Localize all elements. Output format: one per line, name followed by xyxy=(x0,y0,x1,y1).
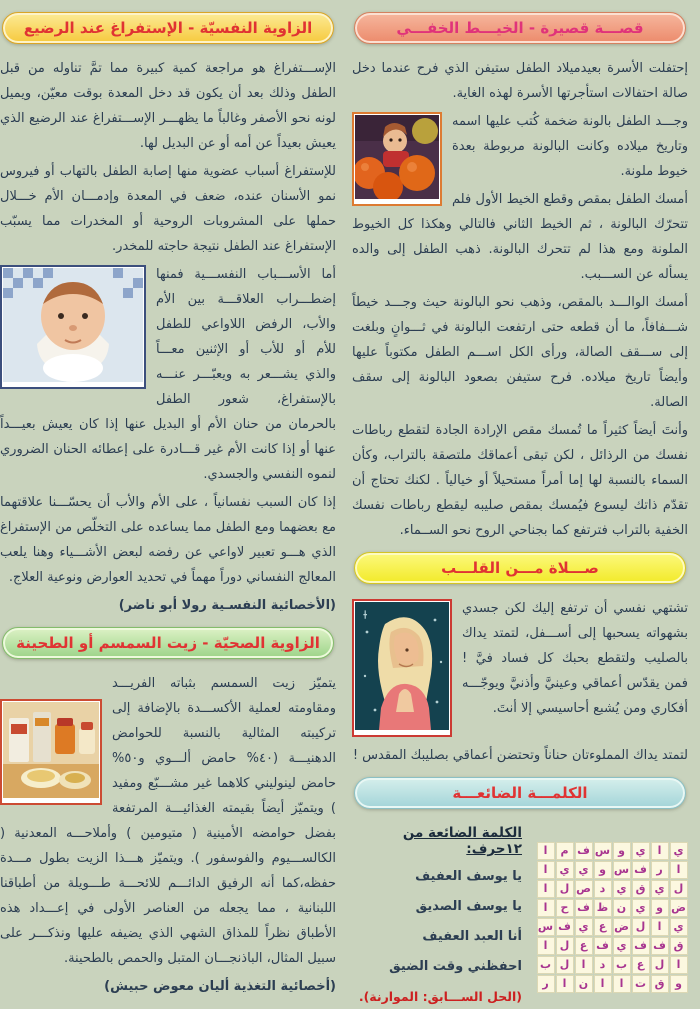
balloons-photo xyxy=(352,112,442,206)
grid-cell: ا xyxy=(575,956,593,974)
grid-cell: و xyxy=(670,975,688,993)
grid-cell: ي xyxy=(575,918,593,936)
health-author: (أخصائية التغذية أليان معوض حبيش) xyxy=(104,979,336,994)
grid-cell: ل xyxy=(632,918,650,936)
grid-row xyxy=(530,898,688,917)
grid-cell: ل xyxy=(556,956,574,974)
grid-cell: ل xyxy=(556,880,574,898)
grid-cell: ي xyxy=(632,842,650,860)
story-paragraph-1: إحتفلت الأسرة بعيدميلاد الطفل ستيفن الذي فرح عندما دخل صالة احتفالات استأجرتها الأسرة لهذه الغاية. xyxy=(352,61,688,101)
previous-solution: (الحل الســـابق: الموارنة). xyxy=(358,989,522,1004)
grid-cell: ق xyxy=(651,975,669,993)
psych-paragraph-4: إذا كان السبب نفسانياً ، على الأم والأب أن يحسّـــنا علاقتهما مع بعضهما ومع الطفل مما يساعده على التخلّص من الإستفراغ الذي هـــو تعبير لاواعي عن رفضه لبعض الأشـــياء وهنا يلعب المعالج النفساني دوراً مهماً في تحديد العوارض ونوعية العلاج. xyxy=(0,495,336,585)
grid-cell: د xyxy=(594,880,612,898)
story-paragraph-4: أمسك الوالـــد بالمقص، وذهب نحو البالونة حيث وجـــد خيطاً شـــفافاً، ما أن قطعه حتى ارتفعت البالونة في ثـــوانٍ وبلغت إلى ســـقف الصالة، ورأى الكل اســـم الطفل مكتوباً عليها وأيضاً تاريخ ميلاده. فرح ستيفن بصعود البالونة إلى سقف الصالة. xyxy=(352,295,688,410)
psych-paragraph-1: الإســـتفراغ هو مراجعة كمية كبيرة مما تمَّ تناوله من قبل الطفل وذلك بعد أن يكون قد دخل المعدة بوقت معيّن، ويميل لونه نحو الأصفر وغالباً ما يظهـــر الإســـتفراغ عند الرضيع الذي يعيش بعيداً عن أمه أو عن البديل لها. xyxy=(0,61,336,151)
grid-cell: ف xyxy=(575,899,593,917)
grid-cell: ف xyxy=(651,937,669,955)
grid-row xyxy=(530,936,688,955)
grid-cell: ا xyxy=(613,975,631,993)
grid-cell: و xyxy=(651,899,669,917)
grid-cell: ي xyxy=(556,861,574,879)
grid-cell: ل xyxy=(651,956,669,974)
grid-cell: م xyxy=(556,842,574,860)
tahini-products-photo xyxy=(0,699,102,805)
psych-section-header: الزاوية النفسيّة - الإستفراغ عند الرضيع xyxy=(2,12,334,44)
grid-cell: ن xyxy=(575,975,593,993)
grid-cell: ع xyxy=(575,937,593,955)
grid-cell: ظ xyxy=(594,899,612,917)
grid-cell: ض xyxy=(670,899,688,917)
grid-cell: ح xyxy=(556,899,574,917)
psych-paragraph-2: للإستفراغ أسباب عضوية منها إصابة الطفل بالتهاب أو فيروس نمو الأسنان عنده، ضعف في المعدة وإدمـــان الأم خـــلال حملها على المشروبات الروحية أو المخدرات مما يسبّب الإستفراغ عند الطفل نتيجة حاجته للمخدر. xyxy=(0,164,336,254)
grid-cell: د xyxy=(594,956,612,974)
grid-row xyxy=(530,841,688,860)
grid-cell: ف xyxy=(556,918,574,936)
grid-cell: ب xyxy=(613,956,631,974)
grid-cell: ي xyxy=(670,918,688,936)
grid-cell: ص xyxy=(575,880,593,898)
story-paragraph-3: أمسك الطفل بمقص وقطع الخيط الأول فلم تتحرّك البالونة ، ثم الخيط الثاني فالتالي وهكذا كل الخيوط الملونة ومع هذا لم تتحرك البالونة. ذهب الطفل إلى والده يسأله عن الســـبب. xyxy=(352,192,688,282)
puzzle-clue: يا يوسف الصديق xyxy=(415,899,522,914)
grid-cell: ا xyxy=(537,899,555,917)
grid-cell: ا xyxy=(537,842,555,860)
grid-cell: ا xyxy=(651,842,669,860)
praying-mary-art xyxy=(355,602,449,730)
grid-cell: ع xyxy=(632,956,650,974)
puzzle-clue: احفظني وقت الضيق xyxy=(389,959,522,974)
grid-cell: ف xyxy=(632,937,650,955)
prayer-paragraph-1: تشتهي نفسي أن ترتفع إليك لكن جسدي بشهواته يسحبها إلى أســـفل، لتمتد يداك بالصليب ولتقطع بحبك كل فساد فيَّ ! فمن يقدّس أعماقي وعينيَّ وأذنيَّ ويوجّـــه أفكاري ومن يُشبع أحاسيسي إلا أنتَ. xyxy=(462,601,688,716)
grid-cell: ا xyxy=(537,937,555,955)
grid-cell: ا xyxy=(594,975,612,993)
balloons-photo-art xyxy=(355,115,439,199)
grid-cell: ن xyxy=(613,899,631,917)
grid-row xyxy=(530,974,688,993)
story-section-header: قصـــة قصيرة - الخيـــط الخفـــي xyxy=(354,12,686,44)
grid-row xyxy=(530,917,688,936)
puzzle-clues xyxy=(352,821,522,1004)
grid-cell: ي xyxy=(613,937,631,955)
grid-cell: ا xyxy=(537,861,555,879)
praying-mary-image xyxy=(352,599,452,737)
grid-cell: ق xyxy=(632,880,650,898)
story-paragraph-2: وجـــد الطفل بالونة ضخمة كُتب عليها اسمه وتاريخ ميلاده وكانت البالونة مربوطة بعدة خيوط ملونة. xyxy=(452,114,688,179)
grid-cell: س xyxy=(613,861,631,879)
grid-cell: ف xyxy=(594,937,612,955)
grid-row xyxy=(530,955,688,974)
health-section-header: الزاوية الصحيّة - زيت السمسم أو الطحينة xyxy=(2,627,334,659)
right-column xyxy=(352,12,688,1004)
prayer-paragraph-2: لتمتد يداك المملوءتان حناناً وتحتضن أعماقي بصليبك المقدس ! xyxy=(352,748,688,763)
grid-cell: ض xyxy=(613,918,631,936)
grid-cell: ر xyxy=(537,975,555,993)
left-column xyxy=(0,12,336,1001)
grid-cell: و xyxy=(613,842,631,860)
tahini-products-art xyxy=(3,702,99,798)
grid-cell: ي xyxy=(670,842,688,860)
grid-row xyxy=(530,860,688,879)
grid-cell: ا xyxy=(556,975,574,993)
grid-cell: ل xyxy=(556,937,574,955)
grid-cell: س xyxy=(594,842,612,860)
grid-cell: س xyxy=(537,918,555,936)
grid-cell: ي xyxy=(632,899,650,917)
health-paragraph-1: يتميّز زيت السمسم بثباته الفريـــد ومقاومته لعملية الأكســـدة بالإضافة إلى تركيبته المثالية بالنسبة للحوامض الدهنيـــة (٤٠% حامض ألـــوي و٥٠% حامض لينوليني كلاهما غير مشـــبّع ومفيد ) ويتميّز أيضاً بقيمته الغذائيـــة المرتفعة بفضل حوامضه الأمينية ( متيومين ) وأملاحـــه المعدنية ( الكالســـيوم والفوسفور ). ويتميّز هـــذا الزيت بطول مـــدة حفظه،كما أنه الرفيق الدائـــم للائحـــة طـــويلة من أطباقنا اللبنانية ، مما يجعله من العناصر الأولى في إعـــداد هذه الأطباق نظراً للمذاق الشهي الذي يضيفه عليها ونذكـــر على سبيل المثال، الباذنجـــان المتبل والحمص بالطحينة. xyxy=(0,676,336,966)
puzzle-area xyxy=(352,821,688,1004)
puzzle-clue: أنا العبد العفيف xyxy=(422,929,522,944)
psych-paragraph-3: أما الأســـباب النفســـية فمنها إضطـــراب العلاقـــة بين الأم والأب، الرفض اللاواعي للطفل للأم أو للأب أو الإثنين معـــاً والذي يشـــعر به ويعبّـــر عنـــه بالإستفراغ، شعور الطفل بالحرمان من حنان الأم أو البديل عنها إذا كان يعيش بعيـــداً عنها أو إذا كانت الأم غير قـــادرة على إعطائه الحنان الضروري لنموه النفسي والجسدي. xyxy=(0,267,336,482)
grid-cell: ا xyxy=(537,880,555,898)
puzzle-grid xyxy=(530,821,688,1004)
grid-row xyxy=(530,879,688,898)
grid-cell: ع xyxy=(594,918,612,936)
baby-photo xyxy=(0,265,146,389)
grid-cell: ت xyxy=(632,975,650,993)
grid-cell: ق xyxy=(670,937,688,955)
grid-cell: ب xyxy=(537,956,555,974)
grid-cell: ف xyxy=(632,861,650,879)
puzzle-subtitle: الكلمة الضائعة من ١٢حرف: xyxy=(402,825,522,857)
story-paragraph-5: وأنتَ أيضاً كثيراً ما تُمسك مقص الإرادة الجادة لتقطع رباطات نفسك من الرذائل ، لكن تبقى أعماقك ملتصقة بالتراب، وكأن السماء بالنسبة لها إما أمراً مستحيلاً أو خيالياً . لكنك تحتاج أن تقدّم ذاتك ليسوع فيُمسك بمقص صليبه ليقطع رباطات نفسك الخفية بالتراب فترتفع كما بجناحي الروح نحو الســماء. xyxy=(352,423,688,538)
baby-photo-art xyxy=(3,268,143,382)
puzzle-clue: يا يوسف العفيف xyxy=(415,869,522,884)
grid-cell: ي xyxy=(575,861,593,879)
grid-cell: ر xyxy=(651,861,669,879)
psych-author: (الأخصائية النفسـية رولا أبو ناضر) xyxy=(118,598,336,613)
puzzle-section-header: الكلمـــة الضائعـــة xyxy=(354,777,686,809)
grid-cell: ا xyxy=(670,956,688,974)
grid-cell: و xyxy=(594,861,612,879)
grid-cell: ا xyxy=(670,861,688,879)
grid-cell: ا xyxy=(651,918,669,936)
grid-cell: ي xyxy=(613,880,631,898)
grid-cell: ي xyxy=(651,880,669,898)
prayer-section-header: صـــلاة مـــن القلـــب xyxy=(354,552,686,584)
grid-cell: ف xyxy=(575,842,593,860)
grid-cell: ل xyxy=(670,880,688,898)
